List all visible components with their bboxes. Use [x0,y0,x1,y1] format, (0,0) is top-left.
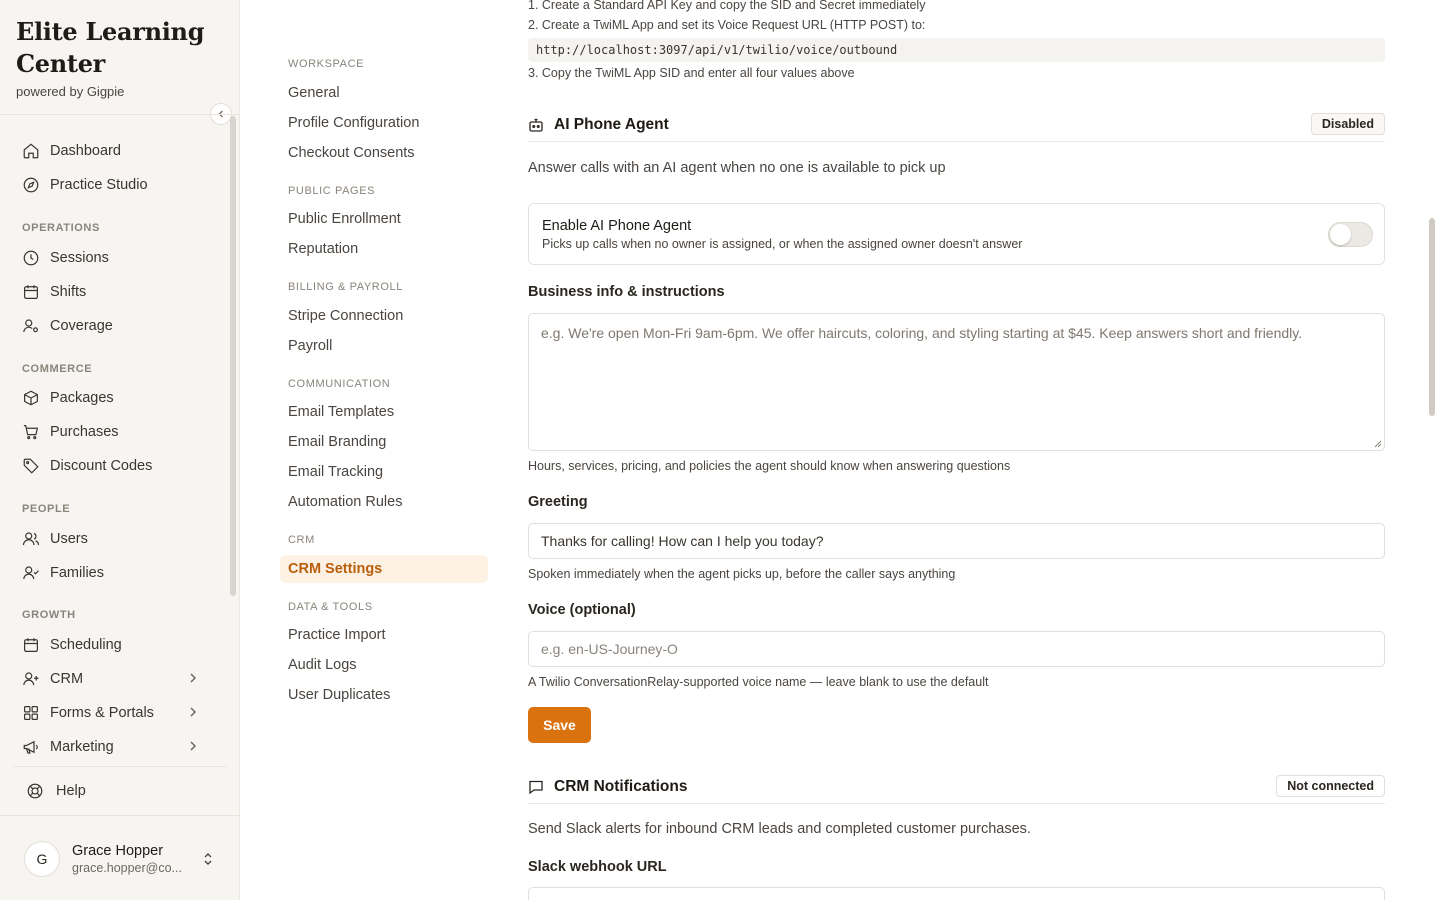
toggle-wrapper [1328,204,1373,266]
settings-item-user-duplicates[interactable]: User Duplicates [288,687,391,703]
crm-notifications-title: CRM Notifications [554,777,688,795]
settings-item-reputation[interactable]: Reputation [288,241,359,257]
greeting-input[interactable]: Thanks for calling! How can I help you today? [528,523,1385,559]
calendar-icon [22,636,40,654]
sidebar-item-label: Marketing [50,739,114,755]
settings-group-billing-payroll: BILLING & PAYROLL [288,281,403,293]
sidebar-item-families[interactable] [16,558,210,588]
sidebar-divider [0,114,240,115]
business-info-label: Business info & instructions [528,284,725,300]
sidebar-item-label: Coverage [50,318,113,334]
user-gear-icon [22,317,40,335]
users-icon [22,530,40,548]
sidebar-group-growth: GROWTH [22,609,76,621]
chevrons-up-down-icon [200,851,216,867]
settings-group-public-pages: PUBLIC PAGES [288,185,376,197]
tag-icon [22,457,40,475]
brand-title-line2: Center [16,49,106,78]
cart-icon [22,423,40,441]
sidebar-item-discount-codes[interactable] [16,451,210,481]
sidebar-item-label: Discount Codes [50,458,153,474]
calendar-icon [22,283,40,301]
sidebar-divider [14,766,226,767]
setup-step-1: 1. Create a Standard API Key and copy the SID and Secret immediately [528,0,926,12]
ai-phone-agent-header [528,108,1385,142]
sidebar-item-users[interactable] [16,524,210,554]
bot-icon [528,117,544,133]
settings-item-practice-import[interactable]: Practice Import [288,627,386,643]
chevron-right-icon [186,671,200,685]
sidebar-item-dashboard[interactable] [16,136,210,166]
settings-item-stripe-connection[interactable]: Stripe Connection [288,308,404,324]
business-info-textarea[interactable] [528,313,1385,451]
enable-ai-agent-card [528,203,1385,265]
sidebar-item-label: CRM [50,671,84,687]
settings-group-crm: CRM [288,534,315,546]
sidebar-item-purchases[interactable] [16,417,210,447]
crm-settings-content [528,0,1385,900]
brand-subtitle: powered by Gigpie [16,84,125,99]
megaphone-icon [22,738,40,756]
settings-item-audit-logs[interactable]: Audit Logs [288,657,357,673]
business-info-placeholder: e.g. We're open Mon-Fri 9am-6pm. We offer haircuts, coloring, and styling starting at $45. Keep answers short and friendly. [541,325,1303,341]
grid-icon [22,704,40,722]
sidebar-group-commerce: COMMERCE [22,363,93,375]
user-name: Grace Hopper [72,843,164,859]
sidebar-group-operations: OPERATIONS [22,222,100,234]
setup-step-3: 3. Copy the TwiML App SID and enter all four values above [528,66,855,80]
sidebar-group-people: PEOPLE [22,503,71,515]
greeting-help: Spoken immediately when the agent picks up, before the caller says anything [528,567,956,581]
brand [16,16,204,99]
user-menu[interactable] [24,840,224,878]
sidebar-item-label: Shifts [50,284,87,300]
sidebar-item-label: Dashboard [50,143,121,159]
crm-notifications-description: Send Slack alerts for inbound CRM leads and completed customer purchases. [528,821,1031,837]
sidebar-item-coverage[interactable] [16,311,210,341]
sidebar-item-packages[interactable] [16,383,210,413]
settings-item-crm-settings[interactable]: CRM Settings [280,555,488,583]
settings-item-checkout-consents[interactable]: Checkout Consents [288,145,415,161]
sidebar-item-label: Sessions [50,250,109,266]
compass-icon [22,176,40,194]
sidebar-item-label: Practice Studio [50,177,148,193]
package-icon [22,389,40,407]
settings-group-workspace: WORKSPACE [288,58,365,70]
sidebar-item-marketing[interactable] [16,732,210,762]
settings-item-email-templates[interactable]: Email Templates [288,404,395,420]
user-email: grace.hopper@co... [72,861,182,875]
sidebar-item-forms-portals[interactable] [16,698,210,728]
sidebar-item-crm[interactable] [16,664,210,694]
enable-ai-agent-toggle[interactable] [1328,222,1373,247]
setup-step-2: 2. Create a TwiML App and set its Voice Request URL (HTTP POST) to: [528,18,926,32]
settings-item-email-tracking[interactable]: Email Tracking [288,464,384,480]
crm-notifications-header [528,770,1385,804]
sidebar-item-label: Users [50,531,88,547]
sidebar-item-shifts[interactable] [16,277,210,307]
settings-item-profile-configuration[interactable]: Profile Configuration [288,115,420,131]
brand-title-line1: Elite Learning [16,17,205,46]
enable-ai-agent-description: Picks up calls when no owner is assigned, or when the assigned owner doesn't answer [542,237,1023,251]
settings-nav [280,0,490,900]
sidebar-divider [0,815,240,816]
enable-ai-agent-title: Enable AI Phone Agent [542,218,692,234]
business-info-help: Hours, services, pricing, and policies the agent should know when answering questions [528,459,1011,473]
settings-group-data-tools: DATA & TOOLS [288,601,373,613]
toggle-knob [1330,224,1351,245]
chevron-right-icon [186,705,200,719]
voice-label: Voice (optional) [528,602,636,618]
sidebar-item-label: Purchases [50,424,119,440]
settings-item-public-enrollment[interactable]: Public Enrollment [288,211,401,227]
sidebar-item-help[interactable] [20,776,86,806]
ai-phone-agent-description: Answer calls with an AI agent when no one is available to pick up [528,160,946,176]
resize-handle-icon[interactable] [1374,440,1382,448]
page-scrollbar[interactable] [1429,218,1435,416]
connection-badge: Not connected [1276,775,1385,797]
settings-item-automation-rules[interactable]: Automation Rules [288,494,403,510]
user-plus-icon [22,670,40,688]
voice-help: A Twilio ConversationRelay-supported voice name — leave blank to use the default [528,675,989,689]
settings-item-payroll[interactable]: Payroll [288,338,333,354]
save-button[interactable]: Save [528,707,591,743]
user-info [72,843,182,875]
sidebar [0,0,240,900]
ai-phone-agent-title: AI Phone Agent [554,115,669,133]
sidebar-item-label: Scheduling [50,637,122,653]
status-badge: Disabled [1311,113,1385,135]
lifebuoy-icon [26,782,44,800]
sidebar-item-practice-studio[interactable] [16,170,210,200]
home-icon [22,142,40,160]
voice-url-code: http://localhost:3097/api/v1/twilio/voice/outbound [528,38,1385,62]
message-square-icon [528,779,544,795]
clock-icon [22,249,40,267]
settings-group-communication: COMMUNICATION [288,378,391,390]
voice-input[interactable]: e.g. en-US-Journey-O [528,631,1385,667]
sidebar-item-scheduling[interactable] [16,630,210,660]
sidebar-nav [0,132,226,766]
sidebar-item-label: Families [50,565,104,581]
greeting-label: Greeting [528,494,588,510]
slack-webhook-label: Slack webhook URL [528,859,667,875]
sidebar-item-label: Packages [50,390,114,406]
user-check-icon [22,564,40,582]
settings-item-general[interactable]: General [288,85,340,101]
sidebar-scrollbar[interactable] [230,116,236,596]
help-label: Help [56,783,86,799]
settings-item-email-branding[interactable]: Email Branding [288,434,387,450]
chevron-right-icon [186,739,200,753]
sidebar-item-sessions[interactable] [16,243,210,273]
avatar: G [24,841,60,877]
slack-webhook-input[interactable] [528,887,1385,900]
sidebar-item-label: Forms & Portals [50,705,154,721]
